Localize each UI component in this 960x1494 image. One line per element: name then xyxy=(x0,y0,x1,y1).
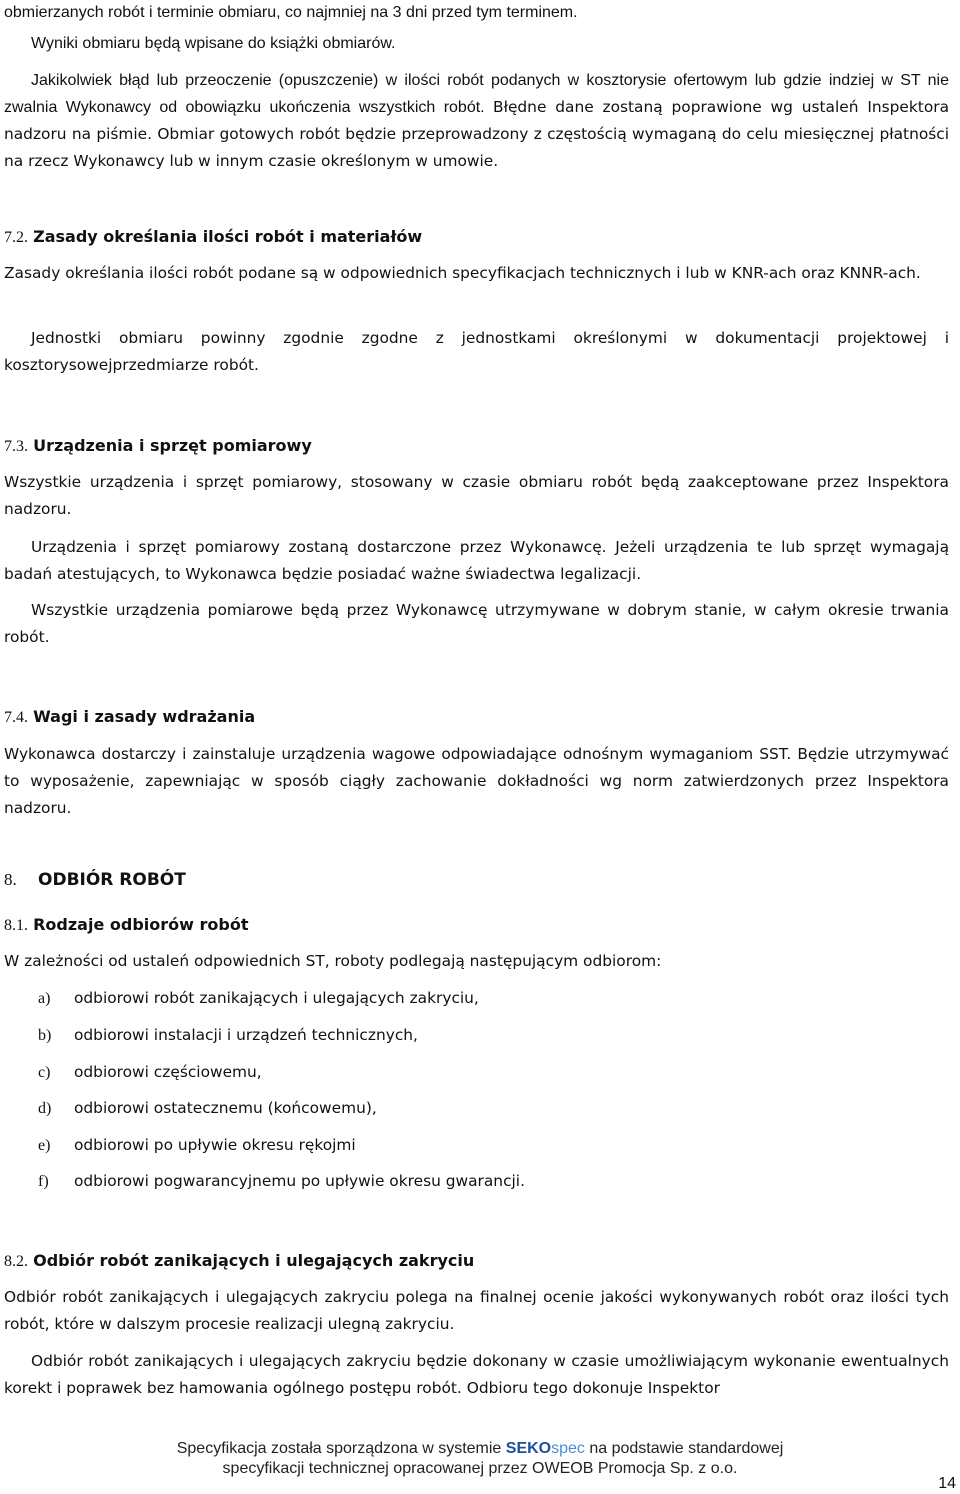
footer-line-2: specyfikacji technicznej opracowanej przez OWEOB Promocja Sp. z o.o. xyxy=(222,1460,738,1477)
section-title: Zasady określania ilości robót i materiałów xyxy=(33,227,423,246)
section-title: Wagi i zasady wdrażania xyxy=(33,707,256,726)
section-number: 8.2. xyxy=(4,1253,28,1270)
paragraph-urzadzenia-akceptacja: Wszystkie urządzenia i sprzęt pomiarowy, stosowany w czasie obmiaru robót będą zaakceptowane przez Inspektora nadzoru. xyxy=(4,473,949,518)
section-number: 7.4. xyxy=(4,709,28,726)
paragraph-obmiar-wyniki: Wyniki obmiaru będą wpisane do książki obmiarów. xyxy=(31,35,396,52)
section-title: Odbiór robót zanikających i ulegających zakryciu xyxy=(33,1251,475,1270)
chapter-title: ODBIÓR ROBÓT xyxy=(38,870,186,890)
list-item: d) odbiorowi ostatecznemu (końcowemu), xyxy=(38,1099,377,1117)
section-number: 7.3. xyxy=(4,438,28,455)
list-item: a) odbiorowi robót zanikających i ulegających zakryciu, xyxy=(38,989,479,1007)
page-number: 14 xyxy=(938,1475,956,1492)
brand-logo-sekospec: SEKOspec xyxy=(505,1440,585,1457)
list-item: f) odbiorowi pogwarancyjnemu po upływie okresu gwarancji. xyxy=(38,1172,525,1190)
section-number: 8.1. xyxy=(4,917,28,934)
paragraph-blad-przeoczenie xyxy=(4,68,949,175)
paragraph-urzadzenia-stan: Wszystkie urządzenia pomiarowe będą przez Wykonawcę utrzymywane w dobrym stanie, w całym okresie trwania robót. xyxy=(4,601,949,646)
section-heading-8-2 xyxy=(4,1249,474,1274)
paragraph-urzadzenia-dostarczone: Urządzenia i sprzęt pomiarowy zostaną dostarczone przez Wykonawcę. Jeżeli urządzenia te lub sprzęt wymagają badań atestujących, to Wykonawca będzie posiadać ważne świadectwa legalizacji. xyxy=(4,538,949,583)
section-title: Urządzenia i sprzęt pomiarowy xyxy=(33,436,312,455)
list-item: c) odbiorowi częściowemu, xyxy=(38,1063,262,1081)
section-heading-7-2 xyxy=(4,225,422,250)
list-item: b) odbiorowi instalacji i urządzeń technicznych, xyxy=(38,1026,418,1044)
section-heading-8-1 xyxy=(4,913,248,938)
section-heading-7-3 xyxy=(4,434,312,459)
section-number: 7.2. xyxy=(4,229,28,246)
paragraph-odbior-dokonany: Odbiór robót zanikających i ulegających zakryciu będzie dokonany w czasie umożliwiającym wykonanie ewentualnych korekt i poprawek bez hamowania ogólnego postępu robót. Odbioru tego dokonuje Inspektor xyxy=(4,1352,949,1397)
paragraph-blad-text: Jakikolwiek błąd lub przeoczenie (opuszczenie) w ilości robót podanych w kosztorysie ofertowym lub gdzie indziej w ST nie zwalnia Wykonawcy od obowiązku ukończenia wszystkich robót. xyxy=(4,72,949,116)
footer-line-1: Specyfikacja została sporządzona w systemie SEKOspec na podstawie standardowej xyxy=(176,1440,784,1457)
list-item: e) odbiorowi po upływie okresu rękojmi xyxy=(38,1136,356,1154)
paragraph-jednostki: Jednostki obmiaru powinny zgodnie zgodne z jednostkami określonymi w dokumentacji projektowej i kosztorysowejprzedmiarze robót. xyxy=(4,329,949,374)
section-title: Rodzaje odbiorów robót xyxy=(33,915,249,934)
paragraph-zasady: Zasady określania ilości robót podane są w odpowiednich specyfikacjach technicznych i lub w KNR-ach oraz KNNR-ach. xyxy=(4,264,921,282)
section-heading-7-4 xyxy=(4,705,255,730)
chapter-heading-8 xyxy=(4,868,186,892)
paragraph-bledne-dane: Błędne dane zostaną poprawione wg ustaleń Inspektora nadzoru na piśmie. Obmiar gotowych robót będzie przeprowadzony z częstością wymaganą do celu miesięcznej płatności na rzecz Wykonawcy lub w innym czasie określonym w umowie. xyxy=(4,98,949,170)
paragraph-rodzaje-intro: W zależności od ustaleń odpowiednich ST, roboty podlegają następującym odbiorom: xyxy=(4,952,662,970)
paragraph-odbior-polega: Odbiór robót zanikających i ulegających zakryciu polega na finalnej ocenie jakości wykonywanych robót oraz ilości tych robót, które w dalszym procesie realizacji ulegną zakryciu. xyxy=(4,1288,949,1333)
chapter-number: 8. xyxy=(4,870,17,889)
paragraph-wagi: Wykonawca dostarczy i zainstaluje urządzenia wagowe odpowiadające odnośnym wymaganiom SST. Będzie utrzymywać to wyposażenie, zapewniając w sposób ciągły zachowanie dokładności wg norm zatwierdzonych przez Inspektora nadzoru. xyxy=(4,745,949,817)
paragraph-continued: obmierzanych robót i terminie obmiaru, co najmniej na 3 dni przed tym terminem. xyxy=(4,4,578,21)
